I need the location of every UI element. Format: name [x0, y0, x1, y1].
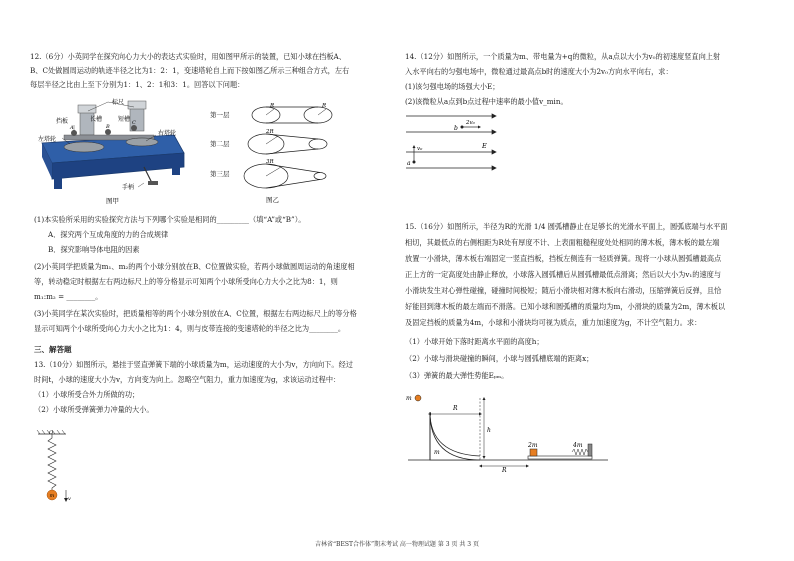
label-A: A: [70, 125, 74, 131]
label-v0: v₀: [417, 146, 423, 152]
caption-yi: 图乙: [266, 196, 279, 204]
q12-line2: B、C处做圆周运动的轨迹半径之比为1：2：1，变速塔轮自上而下按如图乙所示三种组合方式，左右: [30, 66, 350, 75]
q15-line5: 小滑块发生对心弹性碰撞，碰撞时间极短；随后小滑块相对薄木板向右滑动，压缩弹簧后反弹，且恰: [405, 286, 722, 295]
q12-s3-b: 显示可知两个小球所受向心力大小之比为1：4，则与皮带连接的变速塔轮的半径之比为________。: [34, 324, 346, 333]
q12-line1: 12.（6分）小英同学在探究向心力大小的表达式实验时，用如图甲所示的装置，已知小球在挡板A、: [30, 52, 346, 61]
label-duancao: 短槽: [118, 116, 131, 123]
label-youtalun: 右塔轮: [158, 130, 177, 137]
label-changcao: 长槽: [90, 116, 103, 123]
label-R1-right: R: [322, 103, 327, 109]
label-b: b: [454, 125, 458, 132]
q12-line3: 每层半径之比由上至下分别为1：1、2：1和3：1。回答以下问题：: [30, 80, 245, 89]
q12-s2-c: m₁:m₂ = ________。: [34, 292, 103, 301]
label-zuotalun: 左塔轮: [38, 136, 57, 143]
label-dangban: 挡板: [56, 118, 69, 125]
label-O: O: [49, 430, 54, 436]
q15-line3: 放置一小滑块，薄木板右端固定一竖直挡板，挡板左侧连有一轻质弹簧。现将一小球从圆弧槽最高点: [405, 254, 722, 263]
q13-part1: （1）小球所受合外力所做的功；: [34, 390, 140, 399]
label-h: h: [487, 427, 491, 434]
q15-part2: （2）小球与滑块碰撞的瞬间，小球与圆弧槽底端的距离x；: [405, 354, 594, 363]
label-2R1: 2R: [266, 129, 274, 135]
q12-s3-a: (3)小英同学在某次实验时，把质量相等的两个小球分别放在A、C位置，根据左右两边标尺上的等分格: [34, 309, 357, 318]
label-B: B: [106, 124, 110, 130]
q14-part2: (2)该微粒从a点到b点过程中速率的最小值v_min。: [405, 97, 568, 106]
section-heading: 三、解答题: [34, 345, 72, 354]
label-ball-m: m: [406, 395, 412, 402]
label-2v0: 2v₀: [466, 120, 475, 126]
label-plank-4m: 4m: [573, 442, 583, 449]
q14-line1: 14.（12分）如图所示，一个质量为m、带电量为+q的微粒，从a点以大小为v₀的初速度竖直向上射: [405, 52, 721, 61]
q15-line1: 15.（16分）如图所示，半径为R的光滑 1/4 圆弧槽静止在足够长的光滑水平面上，圆弧底端与水平面: [405, 222, 728, 231]
figure-electric-field: [400, 106, 500, 180]
q12-s1: (1)本实验所采用的实验探究方法与下列哪个实验是相同的_________（填“A”或“B”）。: [34, 215, 306, 224]
label-biaochi: 标尺: [112, 99, 125, 106]
label-C: C: [132, 120, 136, 126]
figure-spring: [36, 428, 76, 508]
q12-s2-b: 等，转动稳定时根据左右两边标尺上的等分格显示可知两个小球所受向心力大小之比为8：1，则: [34, 277, 338, 286]
q12-s2-a: (2)小英同学把质量为m₁、m₂的两个小球分别放在B、C位置做实验，若两小球做圆周运动的角速度相: [34, 262, 355, 271]
q14-line2: 入水平向右的匀强电场中，微粒通过最高点b时的速度大小为2v₀方向水平向右，求：: [405, 67, 673, 76]
q15-line4: 正上方的一定高度处由静止释放，小球落入圆弧槽后从圆弧槽最低点滑离；然后以大小为v₁的速度与: [405, 270, 722, 279]
label-3R1: 3R: [266, 159, 274, 165]
label-R1-left: R: [270, 103, 275, 109]
label-layer1: 第一层: [210, 111, 230, 119]
figure-arc-groove: [400, 388, 610, 472]
label-layer2: 第二层: [210, 140, 230, 148]
q13-line1: 13.（10分）如图所示，悬挂于竖直弹簧下端的小球质量为m，运动速度的大小为v，方向向下。经过: [34, 360, 353, 369]
label-layer3: 第三层: [210, 170, 230, 178]
label-E: E: [482, 142, 487, 150]
q12-s1-optB: B．探究影响导体电阻的因素: [48, 245, 140, 254]
label-R-top: R: [453, 405, 458, 412]
q15-line7: 及固定挡板的质量为4m，小球和小滑块均可视为质点，重力加速度为g，不计空气阻力。求：: [405, 318, 702, 327]
q15-part3: （3）弹簧的最大弹性势能Eₚₘ。: [405, 371, 509, 380]
label-m: m: [49, 493, 55, 499]
label-a: a: [407, 160, 411, 167]
figure-belt-layers: [206, 98, 346, 206]
figure-apparatus: [34, 95, 204, 207]
label-v: v: [68, 496, 71, 502]
label-groove-m: m: [434, 449, 440, 456]
q13-part2: （2）小球所受弹簧弹力冲量的大小。: [34, 405, 154, 414]
label-block-2m: 2m: [528, 442, 538, 449]
q15-line2: 相切，其最低点的右侧相距为R处有厚度不计、上表面粗糙程度处处相同的薄木板，薄木板的最左端: [405, 238, 720, 247]
q15-part1: （1）小球开始下落时距离水平面的高度h；: [405, 337, 544, 346]
label-shoubing: 手柄: [122, 184, 135, 191]
caption-jia: 图甲: [106, 197, 119, 205]
label-R-bottom: R: [502, 467, 507, 472]
q12-s1-optA: A．探究两个互成角度的力的合成规律: [48, 230, 169, 239]
page-footer: 吉林省“BEST合作体”期末考试 高一物理试题 第 3 页 共 3 页: [314, 541, 480, 548]
q13-line2: 时间t，小球的速度大小为v，方向变为向上。忽略空气阻力，重力加速度为g，求该运动过程中：: [34, 375, 341, 384]
q14-part1: (1)该匀强电场的场强大小E；: [405, 82, 500, 91]
q15-line6: 好能回到薄木板的最左端而不滑落。已知小球和圆弧槽的质量均为m，小滑块的质量为2m，薄木板以: [405, 302, 726, 311]
